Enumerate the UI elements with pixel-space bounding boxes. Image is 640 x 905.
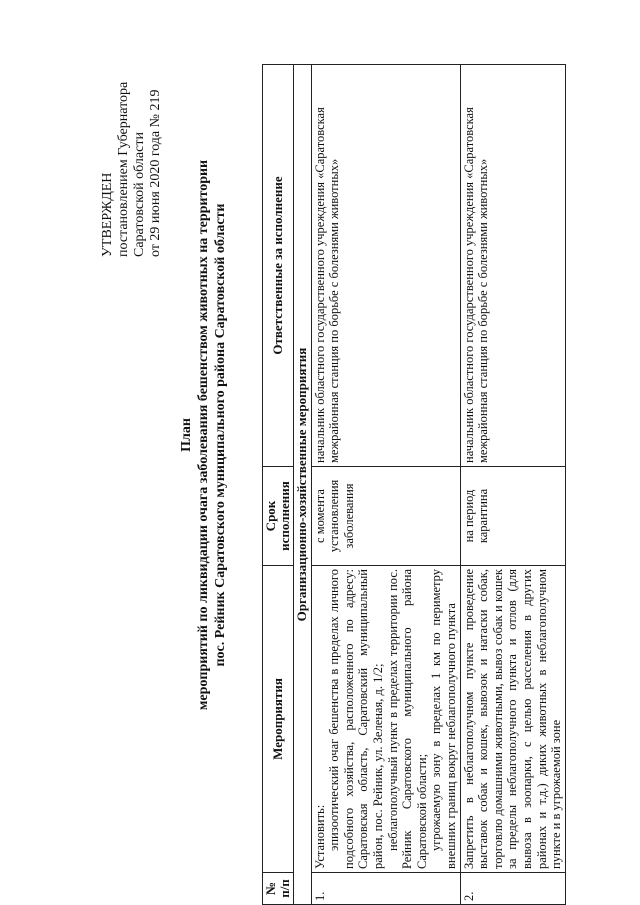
table-row — [460, 65, 565, 905]
row-term: на период карантина — [460, 467, 565, 566]
table-row — [311, 65, 460, 905]
measure-paragraph: Запретить в неблагополучном пункте проведение выставок собак и кошек, вывозок и натаски собак, торговлю домашними животными, вывоз собак и кошек за пределы неблагополучного пункта и отлов (для вывоза в зоопарки, с целью расселения в других районах и т.д.) диких животных в неблагополучном пункте и в угрожаемой зоне — [461, 569, 564, 869]
title-location: пос. Рейник Саратовского муниципального района Саратовской области — [213, 203, 228, 667]
row-responsible: начальник областного государственного учреждения «Саратовская межрайонная станция по борьбе с болезнями животных» — [311, 65, 460, 467]
section-row — [294, 65, 312, 905]
measure-paragraph: эпизоотический очаг бешенства в пределах личного подсобного хозяйства, расположенного по адресу: Саратовская область, Саратовский муниципальный район, пос. Рейник, ул. Зеленая, д. 1/2; — [327, 569, 385, 869]
header-term: Срок исполнения — [263, 467, 294, 566]
measure-paragraph: Установить: — [312, 804, 327, 869]
header-num: № п/п — [263, 873, 294, 905]
header-responsible: Ответственные за исполнение — [263, 65, 294, 467]
title-plan: План — [179, 418, 194, 452]
approval-heading: УТВЕРЖДЕН — [100, 172, 115, 257]
approval-stamp — [100, 37, 164, 257]
section-title: Организационно-хозяйственные мероприятия — [294, 65, 312, 905]
approval-date: от 29 июня 2020 года № 219 — [148, 89, 163, 257]
row-responsible: начальник областного государственного учреждения «Саратовская межрайонная станция по борьбе с болезнями животных» — [460, 65, 565, 467]
plan-table — [262, 64, 566, 905]
row-num: 2. — [460, 873, 565, 905]
row-term: с момента установления заболевания — [311, 467, 460, 566]
measure-paragraph: неблагополучный пункт в пределах территории пос. Рейник Саратовского муниципального района Саратовской области; — [385, 569, 429, 869]
row-measures — [460, 566, 565, 873]
row-measures — [311, 566, 460, 873]
table-header-row — [263, 65, 294, 905]
document-title — [178, 85, 229, 785]
title-subject: мероприятий по ликвидации очага заболевания бешенством животных на территории — [196, 159, 211, 711]
row-num: 1. — [311, 873, 460, 905]
approval-decree: постановлением Губернатора — [116, 81, 131, 257]
header-measures: Мероприятия — [263, 566, 294, 873]
approval-region: Саратовской области — [132, 132, 147, 257]
measure-paragraph: угрожаемую зону в пределах 1 км по периметру внешних границ вокруг неблагополучного пункта — [429, 569, 458, 869]
